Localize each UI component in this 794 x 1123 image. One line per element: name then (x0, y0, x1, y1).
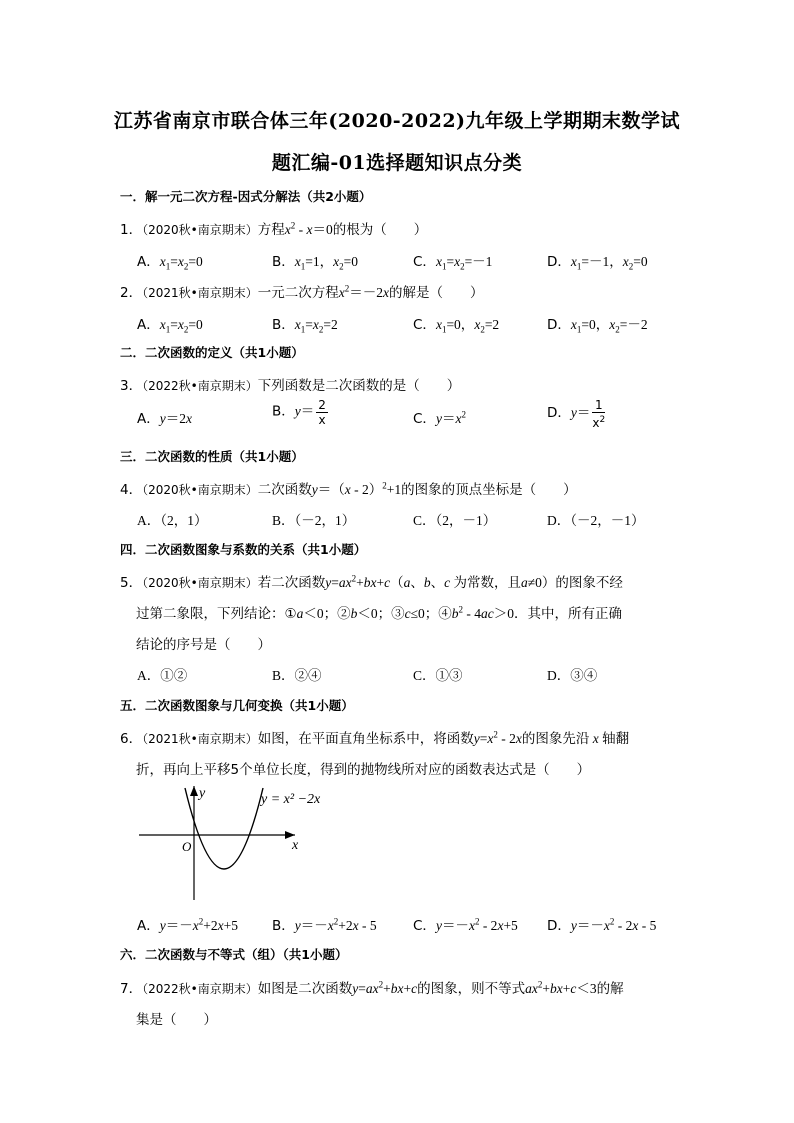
q6-option-a[interactable]: A．$y=-x^2+2x+5$ (137, 916, 238, 934)
parabola-curve (185, 788, 263, 869)
q2-option-a[interactable]: A．$x_1=x_2=0$ (137, 317, 203, 335)
origin-label: O (182, 839, 192, 854)
q3-option-c[interactable]: C．$y=x^2$ (413, 409, 466, 427)
curve-equation-label: y = x² −2x (261, 792, 321, 807)
document-title-line2: 题汇编-01选择题知识点分类 (271, 152, 523, 174)
q5-option-a[interactable]: A．①② (137, 668, 188, 683)
q2-option-c[interactable]: C．$x_1=0$，$x_2=2$ (413, 317, 500, 335)
q1-option-b[interactable]: B．$x_1=1$，$x_2=0$ (272, 254, 359, 272)
q1-option-a[interactable]: A．$x_1=x_2=0$ (137, 254, 203, 272)
question-6-line2: 折，再向上平移5个单位长度，得到的抛物线所对应的函数表达式是（ ） (136, 762, 591, 778)
x-axis-label: x (292, 838, 299, 853)
q6-option-c[interactable]: C．$y=-x^2 - 2x+5$ (413, 916, 518, 934)
section-heading-3: 三．二次函数的性质（共1小题） (120, 449, 304, 464)
y-axis-label: y (199, 786, 206, 801)
q4-option-a[interactable]: A．（2，1） (137, 513, 208, 528)
y-axis-arrow-icon (190, 786, 198, 796)
q5-option-d[interactable]: D．③④ (547, 668, 598, 683)
q1-option-d[interactable]: D．$x_1=-1$，$x_2=0$ (547, 254, 648, 272)
q3-option-b[interactable]: B．y＝ $\frac{2}{x}$ (272, 398, 326, 427)
q6-option-d[interactable]: D．$y=-x^2 - 2x - 5$ (547, 916, 657, 934)
question-3: 3．（2022秋•南京期末）下列函数是二次函数的是（ ） (120, 378, 461, 394)
section-heading-6: 六．二次函数与不等式（组）（共1小题） (120, 947, 348, 962)
q3-option-d[interactable]: D．y＝ $\frac{1}{x^2}$ (547, 398, 606, 430)
question-2: 2．（2021秋•南京期末）一元二次方程$x^2=-2x$的解是（ ） (120, 283, 484, 301)
question-5-line3: 结论的序号是（ ） (136, 637, 271, 653)
question-7-line2: 集是（ ） (136, 1012, 217, 1028)
question-5: 5．（2020秋•南京期末）若二次函数$y=ax^2+bx+c(a$、b、c 为常数，且a≠0）的图象不经 (120, 573, 623, 591)
question-7: 7．（2022秋•南京期末）如图是二次函数$y=ax^2+bx+c$的图象，则不等式$ax^2+bx+c<3$的解 (120, 979, 624, 997)
section-heading-1: 一．解一元二次方程-因式分解法（共2小题） (120, 189, 372, 204)
question-6: 6．（2021秋•南京期末）如图，在平面直角坐标系中，将函数$y=x^2 - 2x$的图象先沿 x 轴翻 (120, 729, 630, 747)
q4-option-b[interactable]: B．（－2，1） (272, 513, 356, 528)
q3-option-a[interactable]: A．y＝2x (137, 411, 192, 427)
q5-option-c[interactable]: C．①③ (413, 668, 463, 683)
q4-option-c[interactable]: C．（2，－1） (413, 513, 497, 528)
question-1: 1．（2020秋•南京期末）方程$x^2 - x=0$的根为（ ） (120, 220, 428, 238)
document-title-line1: 江苏省南京市联合体三年(2020-2022)九年级上学期期末数学试 (113, 110, 681, 132)
section-heading-5: 五．二次函数图象与几何变换（共1小题） (120, 698, 354, 713)
q1-option-c[interactable]: C．$x_1=x_2=-1$ (413, 254, 493, 272)
q2-option-d[interactable]: D．$x_1=0$，$x_2=-2$ (547, 317, 648, 335)
section-heading-4: 四．二次函数图象与系数的关系（共1小题） (120, 542, 367, 557)
q6-option-b[interactable]: B．$y=-x^2+2x - 5$ (272, 916, 377, 934)
question-5-line2: 过第二象限，下列结论：①a＜0；②b＜0；③c≤0；$④b^2 - 4ac>0$．其中，所有正确 (136, 604, 623, 622)
parabola-graph (135, 780, 365, 905)
section-heading-2: 二．二次函数的定义（共1小题） (120, 345, 304, 360)
q2-option-b[interactable]: B．$x_1=x_2=2$ (272, 317, 338, 335)
question-4: 4．（2020秋•南京期末）二次函数y＝（x - 2）$^2$+1的图象的顶点坐标是（ ） (120, 480, 577, 498)
q5-option-b[interactable]: B．②④ (272, 668, 322, 683)
q4-option-d[interactable]: D．（－2，－1） (547, 513, 645, 528)
